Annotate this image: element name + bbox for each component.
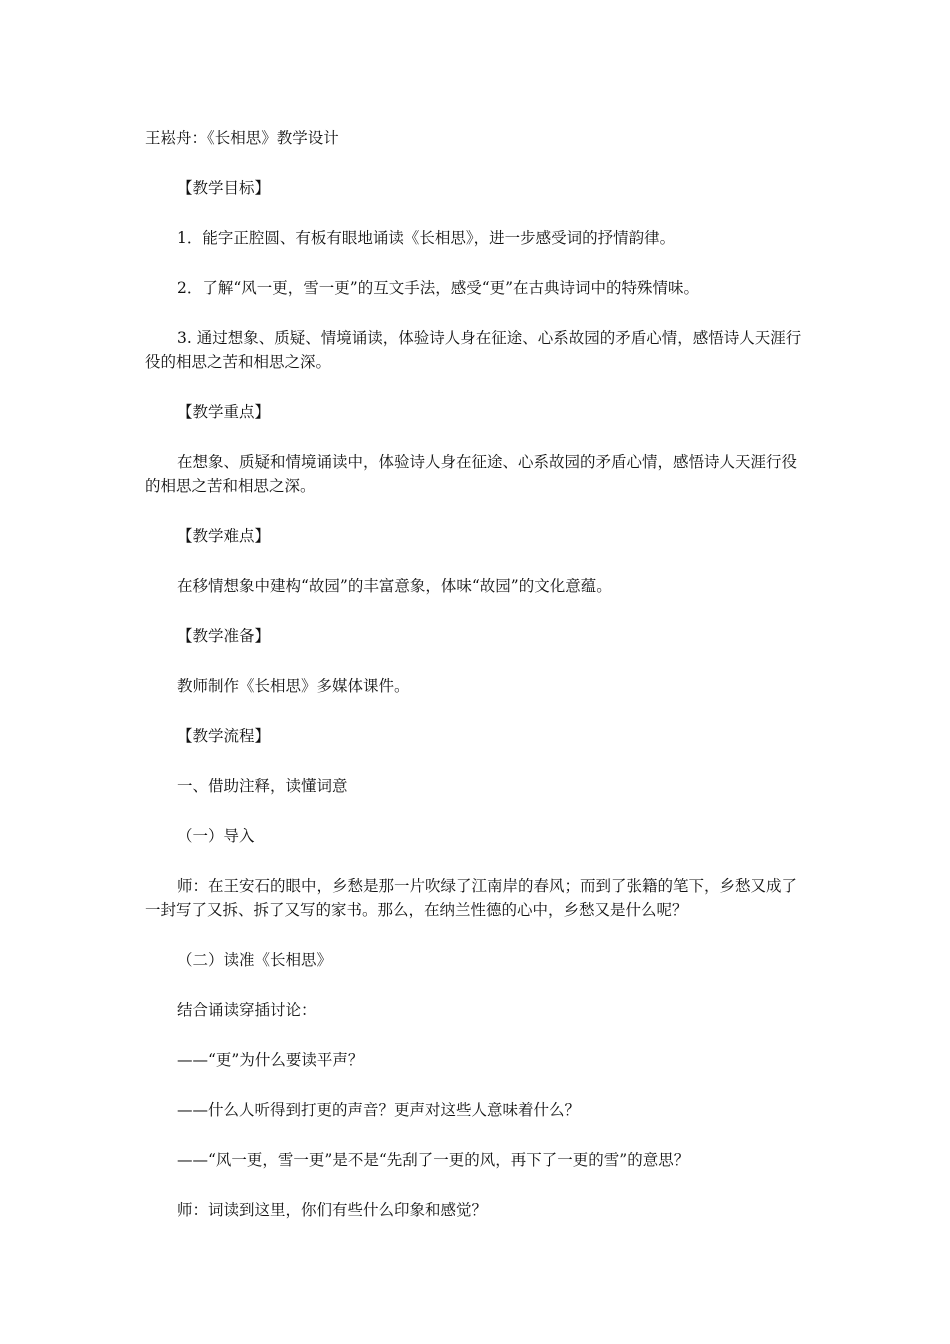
heading-difficulties: 【教学难点】 [177,527,271,545]
document-title: 王崧舟：《长相思》教学设计 [145,129,339,147]
teacher-intro-text: 师：在王安石的眼中，乡愁是那一片吹绿了江南岸的春风；而到了张籍的笔下，乡愁又成了一封写了又拆、拆了又写的家书。那么，在纳兰性德的心中，乡愁又是什么呢？ [145,877,798,919]
discussion-intro: 结合诵读穿插讨论： [177,1001,317,1019]
heading-preparation: 【教学准备】 [177,627,271,645]
document-body [145,126,809,1248]
difficulties-text: 在移情想象中建构“故园”的丰富意象，体味“故园”的文化意蕴。 [177,577,612,595]
discussion-question-1: ——“更”为什么要读平声？ [177,1051,364,1069]
subsection-reading-title: （二）读准《长相思》 [177,951,333,969]
key-points-text: 在想象、质疑和情境诵读中，体验诗人身在征途、心系故园的矛盾心情，感悟诗人天涯行役的相思之苦和相思之深。 [145,453,798,495]
goal-item-2: 2．了解“风一更，雪一更”的互文手法，感受“更”在古典诗词中的特殊情味。 [177,279,700,297]
preparation-text: 教师制作《长相思》多媒体课件。 [177,677,410,695]
discussion-question-2: ——什么人听得到打更的声音？更声对这些人意味着什么？ [177,1101,581,1119]
teacher-question-text: 师：词读到这里，你们有些什么印象和感觉？ [177,1201,488,1219]
heading-process: 【教学流程】 [177,727,271,745]
goal-item-3: 3. 通过想象、质疑、情境诵读，体验诗人身在征途、心系故园的矛盾心情，感悟诗人天涯行役的相思之苦和相思之深。 [145,329,802,371]
section-one-title: 一、借助注释，读懂词意 [177,777,348,795]
heading-teaching-goals: 【教学目标】 [177,179,271,197]
subsection-intro-title: （一）导入 [177,827,255,845]
goal-item-1: 1．能字正腔圆、有板有眼地诵读《长相思》，进一步感受词的抒情韵律。 [177,229,676,247]
discussion-question-3: ——“风一更，雪一更”是不是“先刮了一更的风，再下了一更的雪”的意思？ [177,1151,690,1169]
heading-key-points: 【教学重点】 [177,403,271,421]
